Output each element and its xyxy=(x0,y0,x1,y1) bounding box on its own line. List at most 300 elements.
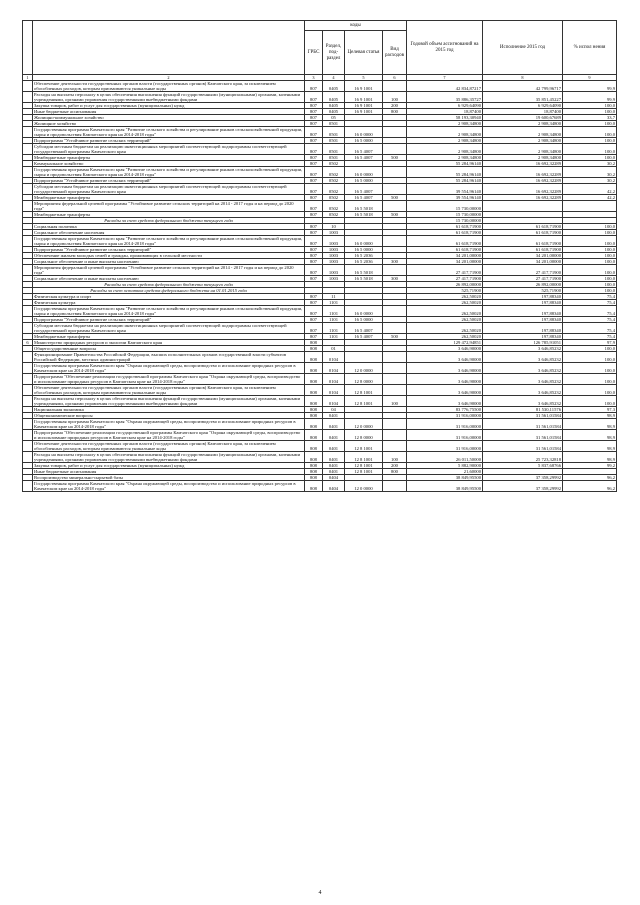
row-plan: 61 618,71900 xyxy=(407,236,483,247)
row-target-article: 16 5 4007 xyxy=(345,144,383,155)
table-row xyxy=(23,167,617,178)
row-number: 6 xyxy=(23,340,33,346)
row-execution: 34 201,00000 xyxy=(483,259,563,265)
row-razdel: 0104 xyxy=(323,363,345,374)
row-target-article xyxy=(345,352,383,363)
row-execution: 19 600,67689 xyxy=(483,115,563,121)
budget-table xyxy=(22,20,617,492)
row-razdel: 0405 xyxy=(323,81,345,92)
row-name: Физическая культура и спорт xyxy=(33,294,305,300)
row-expense-type: 500 xyxy=(383,155,407,161)
row-percent: 98,9 xyxy=(563,430,617,441)
row-execution: 61 618,71900 xyxy=(483,224,563,230)
row-name: Жилищное хозяйство xyxy=(33,121,305,127)
row-percent: 98,9 xyxy=(563,452,617,463)
row-percent: 100,0 xyxy=(563,247,617,253)
row-plan: 2 908,34800 xyxy=(407,127,483,138)
row-grbs: 807 xyxy=(305,306,323,317)
row-name: Субсидии местным бюджетам на реализацию инвестиционных мероприятий соответствующей подпрограммы соответствующей государственной программы Камчатского края xyxy=(33,184,305,195)
table-row xyxy=(23,374,617,385)
row-percent: 100,0 xyxy=(563,352,617,363)
row-name: Расходы за счет остатков средств федерального бюджета на 01.01.2015 года xyxy=(33,288,305,294)
row-expense-type: 300 xyxy=(383,276,407,282)
row-name: Расходы за счет средств федерального бюджета текущего года xyxy=(33,282,305,288)
row-grbs: 807 xyxy=(305,155,323,161)
row-expense-type: 200 xyxy=(383,103,407,109)
row-razdel: 0401 xyxy=(323,441,345,452)
row-grbs: 807 xyxy=(305,236,323,247)
row-target-article: 16 5 0000 xyxy=(345,247,383,253)
row-grbs: 807 xyxy=(305,121,323,127)
row-expense-type xyxy=(383,374,407,385)
row-execution: 18,87400 xyxy=(483,109,563,115)
row-plan: 3 646,90000 xyxy=(407,352,483,363)
row-percent: 100,0 xyxy=(563,288,617,294)
row-target-article: 16 0 0000 xyxy=(345,306,383,317)
row-grbs: 808 xyxy=(305,441,323,452)
row-expense-type: 100 xyxy=(383,92,407,103)
row-grbs: 808 xyxy=(305,430,323,441)
row-plan: 27 417,71900 xyxy=(407,265,483,276)
row-percent: 75,4 xyxy=(563,323,617,334)
table-row xyxy=(23,201,617,212)
row-plan: 15 730,00000 xyxy=(407,218,483,224)
row-expense-type xyxy=(383,127,407,138)
row-razdel: 0502 xyxy=(323,212,345,218)
row-name: Межбюджетные трансферты xyxy=(33,334,305,340)
row-percent: 100,0 xyxy=(563,259,617,265)
row-razdel: 0401 xyxy=(323,430,345,441)
row-grbs: 807 xyxy=(305,334,323,340)
row-execution: 16 692,32289 xyxy=(483,161,563,167)
row-plan: 2 908,34800 xyxy=(407,155,483,161)
row-percent: 97,9 xyxy=(563,340,617,346)
row-percent: 100,0 xyxy=(563,276,617,282)
row-expense-type xyxy=(383,419,407,430)
row-plan: 42 834,87217 xyxy=(407,81,483,92)
row-razdel: 0401 xyxy=(323,463,345,469)
row-percent: 30,2 xyxy=(563,178,617,184)
row-name: Обеспечение деятельности государственных органов власти (государственных органов) Камчатского края, за исключением обособленных расходов, которым присваиваются уникальные коды xyxy=(33,81,305,92)
row-execution: 35 851,45227 xyxy=(483,92,563,103)
row-target-article: 16 5 4007 xyxy=(345,184,383,195)
row-execution: 37 358,29992 xyxy=(483,475,563,481)
row-grbs: 808 xyxy=(305,419,323,430)
row-plan: 31 916,00000 xyxy=(407,419,483,430)
row-plan: 262,50020 xyxy=(407,306,483,317)
row-percent: 75,4 xyxy=(563,300,617,306)
row-execution: 2 908,34800 xyxy=(483,144,563,155)
row-razdel: 0405 xyxy=(323,109,345,115)
row-name: Государственная программа Камчатского края "Развитие сельского хозяйства и регулирование рынков сельскохозяйственной продукции, сырья и продовольствия Камчатского края на 2014-2018 годы" xyxy=(33,127,305,138)
row-execution: 42 799,96717 xyxy=(483,81,563,92)
row-plan: 61 618,71900 xyxy=(407,224,483,230)
row-plan: 55 284,96140 xyxy=(407,178,483,184)
row-razdel: 0502 xyxy=(323,161,345,167)
row-name: Государственная программа Камчатского края "Развитие сельского хозяйства и регулирование рынков сельскохозяйственной продукции, сырья и продовольствия Камчатского края на 2014-2018 годы" xyxy=(33,306,305,317)
row-target-article: 12 8 1001 xyxy=(345,469,383,475)
row-plan: 26 892,00000 xyxy=(407,282,483,288)
row-name: Воспроизводство минерально-сырьевой базы xyxy=(33,475,305,481)
row-name: Межбюджетные трансферты xyxy=(33,155,305,161)
row-name: Общегосударственные вопросы xyxy=(33,346,305,352)
row-execution xyxy=(483,201,563,212)
row-number xyxy=(23,396,33,407)
row-percent: 100,0 xyxy=(563,144,617,155)
row-target-article: 16 0 0000 xyxy=(345,127,383,138)
table-row xyxy=(23,184,617,195)
row-expense-type xyxy=(383,144,407,155)
table-row xyxy=(23,144,617,155)
row-plan: 61 618,71900 xyxy=(407,247,483,253)
row-name: Физическая культура xyxy=(33,300,305,306)
header-percent: % испол нения xyxy=(563,21,617,75)
row-percent: 75,4 xyxy=(563,317,617,323)
row-name: Межбюджетные трансферты xyxy=(33,212,305,218)
row-grbs: 807 xyxy=(305,138,323,144)
row-number xyxy=(23,144,33,155)
row-name: Подпрограмма "Обеспечение реализации государственной программы Камчатского края "Охрана окружающей среды, воспроизводство и использование природных ресурсов в Камчатском крае на 2014-2018 годы" xyxy=(33,430,305,441)
row-razdel: 0401 xyxy=(323,452,345,463)
row-plan: 6 929,64090 xyxy=(407,103,483,109)
row-target-article: 16 5 0000 xyxy=(345,138,383,144)
row-name: Подпрограмма "Устойчивое развитие сельских территорий" xyxy=(33,317,305,323)
row-percent: 99,9 xyxy=(563,81,617,92)
row-execution: 3 646,85232 xyxy=(483,374,563,385)
row-percent: 98,9 xyxy=(563,441,617,452)
row-name: Государственная программа Камчатского края "Развитие сельского хозяйства и регулирование рынков сельскохозяйственной продукции, сырья и продовольствия Камчатского края на 2014-2018 годы" xyxy=(33,167,305,178)
row-target-article: 12 8 1001 xyxy=(345,452,383,463)
row-execution: 197,88340 xyxy=(483,334,563,340)
row-number xyxy=(23,265,33,276)
row-plan: 58 193,30940 xyxy=(407,115,483,121)
row-percent: 100,0 xyxy=(563,138,617,144)
row-plan: 262,50020 xyxy=(407,294,483,300)
row-plan: 38 849,95500 xyxy=(407,475,483,481)
row-razdel: 0404 xyxy=(323,475,345,481)
row-grbs: 808 xyxy=(305,413,323,419)
row-plan: 18,87400 xyxy=(407,109,483,115)
row-plan: 262,50020 xyxy=(407,317,483,323)
row-target-article: 16 5 0000 xyxy=(345,178,383,184)
row-grbs: 807 xyxy=(305,265,323,276)
header-number xyxy=(23,21,33,75)
row-expense-type xyxy=(383,236,407,247)
row-percent xyxy=(563,201,617,212)
row-execution: 31 561,01584 xyxy=(483,419,563,430)
row-plan: 55 284,96140 xyxy=(407,161,483,167)
table-row xyxy=(23,441,617,452)
row-percent: 75,4 xyxy=(563,306,617,317)
row-plan: 262,50020 xyxy=(407,300,483,306)
row-execution: 16 692,32289 xyxy=(483,178,563,184)
row-execution: 126 785,91051 xyxy=(483,340,563,346)
row-percent: 100,0 xyxy=(563,224,617,230)
row-grbs: 807 xyxy=(305,103,323,109)
row-percent: 100,0 xyxy=(563,396,617,407)
row-name: Субсидии местным бюджетам на реализацию инвестиционных мероприятий соответствующей подпрограммы соответствующей государственной программы Камчатского края xyxy=(33,323,305,334)
row-name: Закупка товаров, работ и услуг для государственных (муниципальных) нужд xyxy=(33,463,305,469)
row-name: Мероприятия федеральной целевой программы "Устойчивое развитие сельских территорий на 2014 - 2017 годы и на период до 2020 года" xyxy=(33,201,305,212)
row-plan: 2 908,34800 xyxy=(407,144,483,155)
row-grbs: 807 xyxy=(305,247,323,253)
row-number xyxy=(23,452,33,463)
row-grbs: 808 xyxy=(305,407,323,413)
table-row xyxy=(23,265,617,276)
row-target-article: 16 5 4007 xyxy=(345,334,383,340)
table-row xyxy=(23,430,617,441)
row-expense-type: 100 xyxy=(383,452,407,463)
row-percent: 96,2 xyxy=(563,481,617,492)
row-plan: 31 916,00000 xyxy=(407,430,483,441)
row-razdel: 0501 xyxy=(323,127,345,138)
row-expense-type: 500 xyxy=(383,195,407,201)
row-execution: 5 837,68766 xyxy=(483,463,563,469)
row-plan: 3 646,90000 xyxy=(407,346,483,352)
row-razdel: 0502 xyxy=(323,195,345,201)
row-plan: 262,50020 xyxy=(407,334,483,340)
row-name: Социальное обеспечение и иные выплаты населению xyxy=(33,259,305,265)
row-expense-type: 100 xyxy=(383,396,407,407)
row-number xyxy=(23,236,33,247)
row-percent: 100,0 xyxy=(563,282,617,288)
row-expense-type xyxy=(383,265,407,276)
row-percent: 33,7 xyxy=(563,115,617,121)
row-percent: 75,4 xyxy=(563,294,617,300)
row-execution: 3 646,85232 xyxy=(483,363,563,374)
header-name xyxy=(33,21,305,75)
row-plan: 27 417,71900 xyxy=(407,276,483,282)
row-grbs: 807 xyxy=(305,230,323,236)
row-percent: 100,0 xyxy=(563,253,617,259)
row-razdel: 11 xyxy=(323,294,345,300)
row-razdel: 0501 xyxy=(323,121,345,127)
row-number xyxy=(23,201,33,212)
row-execution: 2 908,34800 xyxy=(483,127,563,138)
row-grbs: 807 xyxy=(305,300,323,306)
row-target-article: 16 5 5018 xyxy=(345,265,383,276)
row-percent: 100,0 xyxy=(563,265,617,276)
row-percent: 42,2 xyxy=(563,195,617,201)
row-name: Социальная политика xyxy=(33,224,305,230)
table-row xyxy=(23,363,617,374)
row-execution: 16 692,32289 xyxy=(483,195,563,201)
row-execution: 81 530,11576 xyxy=(483,407,563,413)
row-grbs: 808 xyxy=(305,385,323,396)
row-execution: 197,88340 xyxy=(483,300,563,306)
row-number xyxy=(23,430,33,441)
row-number xyxy=(23,374,33,385)
page-number: 4 xyxy=(318,890,322,896)
row-razdel: 0502 xyxy=(323,178,345,184)
row-grbs: 808 xyxy=(305,463,323,469)
row-plan: 3 646,90000 xyxy=(407,363,483,374)
row-grbs: 807 xyxy=(305,127,323,138)
table-row xyxy=(23,236,617,247)
row-grbs: 807 xyxy=(305,109,323,115)
row-execution: 31 561,01584 xyxy=(483,430,563,441)
row-grbs: 807 xyxy=(305,224,323,230)
row-name: Государственная программа Камчатского края "Охрана окружающей среды, воспроизводство и использование природных ресурсов в Камчатском крае на 2014-2018 годы" xyxy=(33,481,305,492)
row-execution: 25 723,32818 xyxy=(483,452,563,463)
row-plan: 26 011,50000 xyxy=(407,452,483,463)
row-grbs: 807 xyxy=(305,144,323,155)
table-row xyxy=(23,385,617,396)
row-execution: 27 417,71900 xyxy=(483,265,563,276)
row-execution: 2 908,34800 xyxy=(483,138,563,144)
row-execution: 16 692,32289 xyxy=(483,167,563,178)
row-target-article: 16 0 0000 xyxy=(345,167,383,178)
row-name: Министерство природных ресурсов и экологии Камчатского края xyxy=(33,340,305,346)
row-grbs: 807 xyxy=(305,317,323,323)
row-plan: 3 646,90000 xyxy=(407,374,483,385)
table-row xyxy=(23,127,617,138)
row-target-article: 16 9 1001 xyxy=(345,92,383,103)
row-plan: 83 776,75500 xyxy=(407,407,483,413)
row-execution: 61 618,71900 xyxy=(483,230,563,236)
row-razdel: 1101 xyxy=(323,334,345,340)
row-plan: 3 646,90000 xyxy=(407,385,483,396)
row-grbs: 808 xyxy=(305,469,323,475)
row-expense-type: 500 xyxy=(383,212,407,218)
row-percent: 99,2 xyxy=(563,463,617,469)
row-plan: 38 849,95500 xyxy=(407,481,483,492)
row-percent: 100,0 xyxy=(563,385,617,396)
row-execution: 61 618,71900 xyxy=(483,247,563,253)
row-razdel: 1003 xyxy=(323,259,345,265)
row-number xyxy=(23,352,33,363)
column-index-row: 1 2 3 4 5 6 7 8 9 xyxy=(23,75,617,81)
row-razdel: 1101 xyxy=(323,300,345,306)
row-percent: 42,2 xyxy=(563,184,617,195)
row-percent: 98,9 xyxy=(563,419,617,430)
row-plan: 34 201,00000 xyxy=(407,253,483,259)
row-name: Общеэкономические вопросы xyxy=(33,413,305,419)
row-plan: 2 908,34800 xyxy=(407,138,483,144)
row-plan: 129 472,94851 xyxy=(407,340,483,346)
table-row xyxy=(23,419,617,430)
row-grbs: 807 xyxy=(305,115,323,121)
row-razdel: 0104 xyxy=(323,396,345,407)
row-target-article: 16 5 4007 xyxy=(345,323,383,334)
row-expense-type: 300 xyxy=(383,259,407,265)
row-target-article: 16 5 0000 xyxy=(345,317,383,323)
row-grbs: 807 xyxy=(305,195,323,201)
row-name: Подпрограмма "Обеспечение реализации государственной программы Камчатского края "Охрана окружающей среды, воспроизводство и использование природных ресурсов в Камчатском крае на 2014-2018 годы" xyxy=(33,374,305,385)
row-grbs: 807 xyxy=(305,294,323,300)
table-row xyxy=(23,396,617,407)
row-plan: 55 284,96140 xyxy=(407,167,483,178)
row-grbs: 808 xyxy=(305,396,323,407)
row-razdel: 0405 xyxy=(323,92,345,103)
row-razdel: 0404 xyxy=(323,481,345,492)
row-percent: 75,4 xyxy=(563,334,617,340)
row-razdel: 0401 xyxy=(323,419,345,430)
row-name: Функционирование Правительства Российской Федерации, высших исполнительных органов государственной власти субъектов Российской Федерации, местных администраций xyxy=(33,352,305,363)
row-razdel: 0104 xyxy=(323,385,345,396)
row-target-article: 12 8 0000 xyxy=(345,374,383,385)
row-name: Расходы на выплаты персоналу в целях обеспечения выполнения функций государственными (муниципальными) органами, казенными учреждениями, органами управления государственными внебюджетными фондами xyxy=(33,92,305,103)
row-razdel: 1003 xyxy=(323,276,345,282)
row-target-article: 16 5 5018 xyxy=(345,201,383,212)
row-target-article: 12 8 1001 xyxy=(345,463,383,469)
row-razdel: 1003 xyxy=(323,230,345,236)
row-plan: 61 618,71900 xyxy=(407,230,483,236)
row-execution: 197,88340 xyxy=(483,317,563,323)
row-plan: 15 730,00000 xyxy=(407,201,483,212)
row-target-article: 16 5 4007 xyxy=(345,155,383,161)
row-razdel: 0401 xyxy=(323,413,345,419)
row-grbs: 808 xyxy=(305,481,323,492)
row-percent: 30,2 xyxy=(563,167,617,178)
row-execution: 31 561,01584 xyxy=(483,441,563,452)
row-razdel: 1003 xyxy=(323,253,345,259)
row-expense-type xyxy=(383,385,407,396)
header-execution: Исполнение 2015 год xyxy=(483,21,563,75)
row-execution: 3 646,85232 xyxy=(483,385,563,396)
row-plan: 35 886,35727 xyxy=(407,92,483,103)
row-name: Коммунальное хозяйство xyxy=(33,161,305,167)
row-razdel: 0401 xyxy=(323,469,345,475)
row-name: Государственная программа Камчатского края "Развитие сельского хозяйства и регулирование рынков сельскохозяйственной продукции, сырья и продовольствия Камчатского края на 2014-2018 годы" xyxy=(33,236,305,247)
row-target-article: 16 5 2036 xyxy=(345,253,383,259)
row-execution: 26 892,00000 xyxy=(483,282,563,288)
row-plan: 15 730,00000 xyxy=(407,212,483,218)
row-number xyxy=(23,385,33,396)
row-plan: 34 201,00000 xyxy=(407,259,483,265)
row-expense-type xyxy=(383,481,407,492)
row-target-article: 16 9 1001 xyxy=(345,109,383,115)
row-grbs: 807 xyxy=(305,178,323,184)
row-name: Национальная экономика xyxy=(33,407,305,413)
row-grbs: 808 xyxy=(305,475,323,481)
row-percent: 100,0 xyxy=(563,103,617,109)
row-name: Подпрограмма "Устойчивое развитие сельских территорий" xyxy=(33,247,305,253)
row-target-article: 16 5 2036 xyxy=(345,259,383,265)
row-expense-type xyxy=(383,441,407,452)
row-expense-type: 800 xyxy=(383,469,407,475)
row-grbs: 807 xyxy=(305,201,323,212)
row-percent: 99,9 xyxy=(563,92,617,103)
row-razdel: 1101 xyxy=(323,306,345,317)
row-grbs: 808 xyxy=(305,374,323,385)
row-name: Государственная программа Камчатского края "Охрана окружающей среды, воспроизводство и использование природных ресурсов в Камчатском крае на 2014-2018 годы" xyxy=(33,363,305,374)
row-razdel: 10 xyxy=(323,224,345,230)
row-execution: 3 646,85232 xyxy=(483,352,563,363)
row-razdel: 1003 xyxy=(323,236,345,247)
row-plan: 31 916,00000 xyxy=(407,413,483,419)
row-name: Иные бюджетные ассигнования xyxy=(33,469,305,475)
row-expense-type xyxy=(383,306,407,317)
row-target-article: 12 0 0000 xyxy=(345,419,383,430)
row-execution: 6 929,64090 xyxy=(483,103,563,109)
table-row xyxy=(23,452,617,463)
row-percent: 100,0 xyxy=(563,374,617,385)
row-plan: 3 646,90000 xyxy=(407,396,483,407)
row-razdel: 0502 xyxy=(323,201,345,212)
row-percent: 100,0 xyxy=(563,121,617,127)
row-razdel: 0501 xyxy=(323,155,345,161)
row-expense-type: 200 xyxy=(383,463,407,469)
row-number xyxy=(23,184,33,195)
row-execution: 3 646,85232 xyxy=(483,346,563,352)
row-plan: 2 908,34800 xyxy=(407,121,483,127)
row-name: Жилищно-коммунальное хозяйство xyxy=(33,115,305,121)
row-percent: 100,0 xyxy=(563,236,617,247)
row-name: Закупка товаров, работ и услуг для государственных (муниципальных) нужд xyxy=(33,103,305,109)
table-body xyxy=(23,75,617,492)
row-percent: 100,0 xyxy=(563,230,617,236)
